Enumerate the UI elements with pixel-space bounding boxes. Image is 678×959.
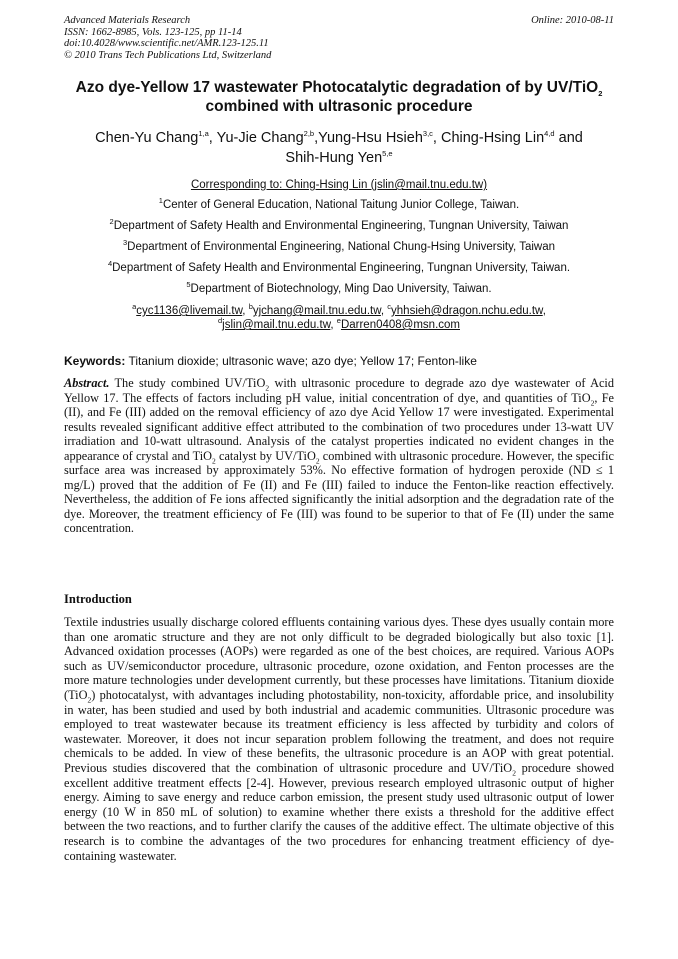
author-name: Ching-Hsing Lin — [440, 130, 545, 146]
email-link[interactable]: yjchang@mail.tnu.edu.tw — [252, 305, 381, 317]
keywords-text: Titanium dioxide; ultrasonic wave; azo dye; Yellow 17; Fenton-like — [128, 354, 477, 368]
keywords — [64, 354, 614, 369]
author-name: Chen-Yu Chang — [95, 130, 199, 146]
journal-header — [64, 15, 271, 61]
abstract: Abstract. The study combined UV/TiO$_2$ with ultrasonic procedure to degrade azo dye wastewater of Acid Yellow 17. The effects of factors including pH value, initial concentration of dye, and quantities of TiO$_2$, Fe (II), and Fe (III) added on the removal efficiency of azo dye Acid Yellow 17 were investigated. Experimental results revealed significant additive effect attributed to the combination of two procedures under 13-watt UV irradiation and 10-watt ultrasound. Analysis of the catalyst properties indicated no evident changes in the appearance of crystal and TiO$_2$ catalyst by UV/TiO$_2$ combined with ultrasonic procedure. However, the specific surface area was increased by approximately 53%. No effective formation of hydrogen peroxide (ND ≤ 1 mg/L) proved that the addition of Fe (II) and Fe (III) failed to induce the Fenton-like reaction effectively. Nevertheless, the addition of Fe ions affected significantly the initial adsorption and the degradation rate of the dye. Moreover, the treatment efficiency of Fe (III) was found to be superior to that of Fe (II) under the same concentration. — [64, 376, 614, 536]
corresponding-author[interactable]: Corresponding to: Ching-Hsing Lin (jslin@mail.tnu.edu.tw) — [190, 179, 488, 191]
keywords-label: Keywords: — [64, 354, 126, 368]
affiliation-4: $^4$Department of Safety Health and Environmental Engineering, Tungnan University, Taiwan. — [107, 259, 571, 274]
author-name: Shih-Hung Yen — [285, 150, 383, 166]
author-list: Chen-Yu Chang$^{1,a}$, Yu-Jie Chang$^{2,b}$,Yung-Hsu Hsieh$^{3,c}$, Ching-Hsing Lin$^{4,d}$ and Shih-Hung Yen$^{5,e}$ — [95, 129, 583, 166]
affiliation-2: $^2$Department of Safety Health and Environmental Engineering, Tungnan University, Taiwan — [109, 217, 569, 232]
journal-name: Advanced Materials Research — [64, 15, 191, 26]
email-link[interactable]: yhhsieh@dragon.nchu.edu.tw — [391, 305, 543, 317]
affiliation-3: $^3$Department of Environmental Engineering, National Chung-Hsing University, Taiwan — [122, 238, 556, 253]
online-date: Online: 2010-08-11 — [531, 15, 614, 26]
abstract-label: Abstract. — [64, 376, 110, 390]
email-line-2: $^d$jslin@mail.tnu.edu.tw, $^e$Darren0408@msn.com — [218, 316, 460, 331]
introduction-text: Textile industries usually discharge colored effluents containing various dyes. These dyes usually contain more than one aromatic structure and they are not only difficult to be degraded biologically but also toxic [1]. Advanced oxidation processes (AOPs) were regarded as one of the best choices, are required. Various AOPs such as UV/semiconductor procedure, ultrasonic procedure, ozone oxidation, and Fenton processes are the more mature technologies under development currently, but these processes have limitations. Titanium dioxide (TiO$_2$) photocatalyst, with advantages including photostability, non-toxicity, affordable price, and insolubility in water, has been studied and used by both industrial and academic communities. Ultrasonic procedure was employed to treat wastewater because its treatment efficiency is less affected by turbidity and colors of wastewater. Moreover, it does not incur separation problem following the treatment, and does not require chemicals to be added. In view of these benefits, the ultrasonic procedure is an AOP with great potential. Previous studies discovered that the combination of ultrasonic procedure and UV/TiO$_2$ procedure showed excellent additive treatment effects [2-4]. However, previous research employed ultrasonic output of higher energy. Aiming to save energy and reduce carbon emission, the present study used ultrasonic output of lower energy (10 W in 850 mL of solution) to examine whether there exists a threshold for the additive effect between the two reactions, and to further clarify the causes of the additive effect. The ultimate objective of this research is to combine the advantages of the two procedures for enhancing treatment efficiency of dye-containing wastewater. — [64, 615, 614, 863]
section-heading-introduction: Introduction — [64, 592, 132, 606]
author-name: Yu-Jie Chang — [216, 130, 304, 146]
author-name: Yung-Hsu Hsieh — [318, 130, 423, 146]
paper-title: Azo dye-Yellow 17 wastewater Photocatalytic degradation of by UV/TiO$_2$ combined with ultrasonic procedure — [75, 79, 603, 115]
email-line-1: $^a$cyc1136@livemail.tw, $^b$yjchang@mail.tnu.edu.tw, $^c$yhhsieh@dragon.nchu.edu.tw, — [132, 302, 546, 317]
email-link[interactable]: Darren0408@msn.com — [340, 319, 460, 331]
doi-line: doi:10.4028/www.scientific.net/AMR.123-125.11 — [64, 38, 269, 49]
issn-line: ISSN: 1662-8985, Vols. 123-125, pp 11-14 — [64, 26, 242, 38]
email-link[interactable]: cyc1136@livemail.tw — [136, 305, 243, 317]
affiliation-1: $^1$Center of General Education, National Taitung Junior College, Taiwan. — [158, 196, 520, 211]
email-link[interactable]: jslin@mail.tnu.edu.tw — [222, 319, 331, 331]
copyright-line: © 2010 Trans Tech Publications Ltd, Switzerland — [64, 49, 272, 61]
affiliation-5: $^5$Department of Biotechnology, Ming Dao University, Taiwan. — [186, 280, 492, 295]
